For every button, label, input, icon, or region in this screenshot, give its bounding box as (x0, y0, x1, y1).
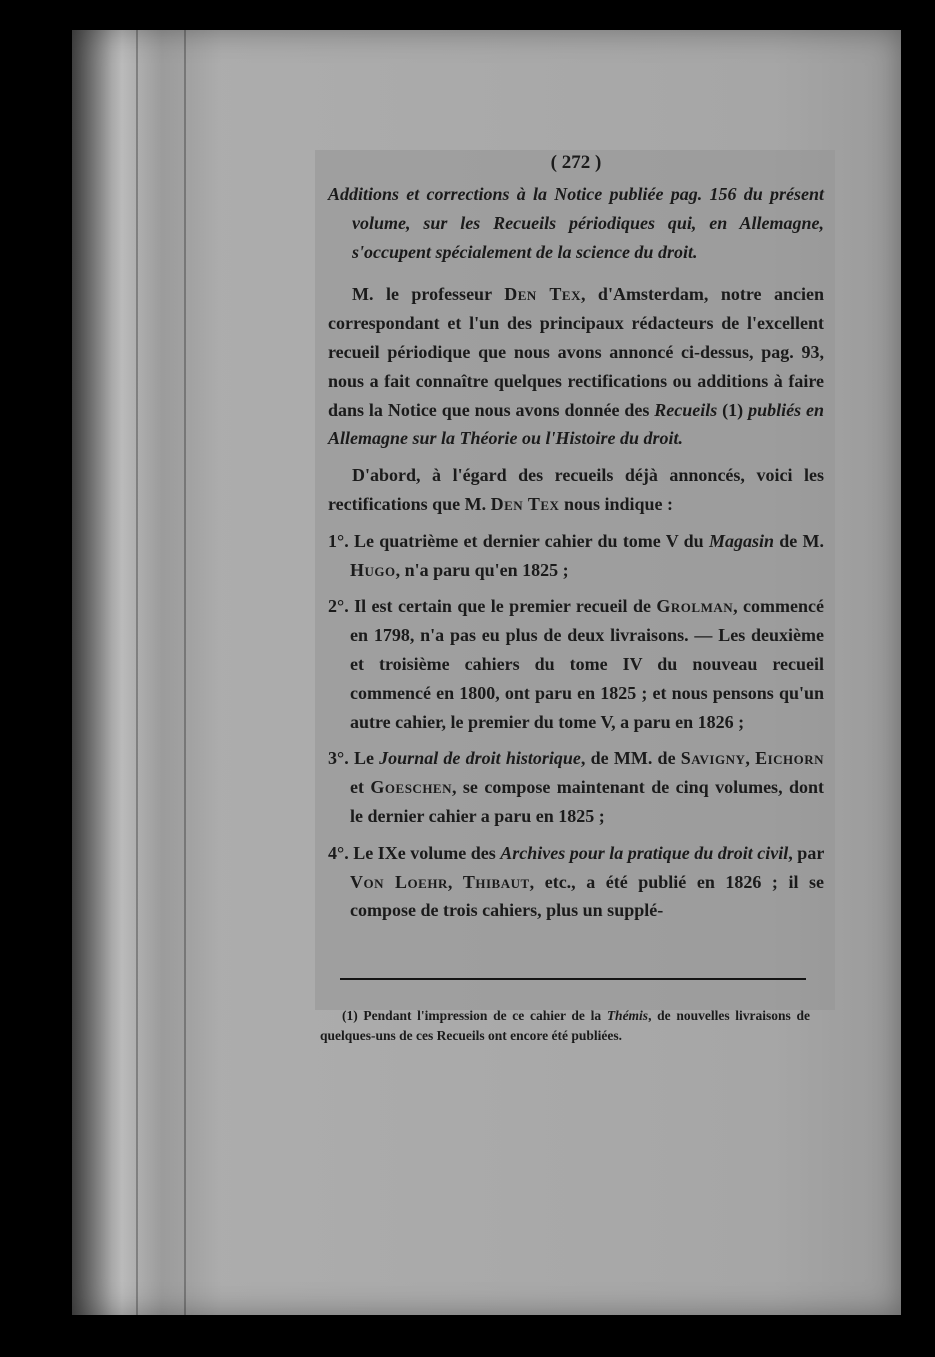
text-run: Le IXe volume des (353, 842, 501, 863)
list-number: 2°. (328, 596, 355, 617)
text-run: D'abord, à l'égard des recueils déjà annoncés, voici les rectifications que M. (328, 465, 824, 514)
list-item (328, 592, 824, 736)
text-run: Recueils (654, 399, 718, 420)
text-run: Journal de droit historique (379, 748, 581, 769)
author-name: Savigny (680, 748, 746, 769)
author-name: Den Tex (504, 284, 581, 305)
page-spine-shadow (72, 30, 222, 1315)
paragraph (328, 461, 824, 519)
author-name: Eichorn (755, 748, 825, 769)
page-body (328, 148, 824, 933)
list-item (328, 744, 824, 830)
text-run: Le quatrième et dernier cahier du tome V du (353, 530, 709, 551)
list-number: 1°. (328, 530, 354, 551)
text-run: , par (788, 842, 824, 863)
text-run: , etc., a été publié en 1826 ; il se compose de trois cahiers, plus un supplé- (350, 871, 824, 921)
page-fold-line (184, 30, 186, 1315)
paragraph (328, 280, 824, 453)
text-run: (1) Pendant l'impression de ce cahier de la (342, 1007, 607, 1023)
text-run: , (447, 871, 463, 892)
section-heading: Additions et corrections à la Notice publiée pag. 156 du présent volume, sur les Recueils périodiques qui, en Allemagne, s'occupent spécialement de la science du droit. (328, 184, 824, 262)
text-run: , d'Amsterdam, notre ancien correspondant et l'un des principaux rédacteurs de l'excellent recueil périodique que nous avons annoncé ci-dessus, pag. 93, nous a fait connaître quelques rectifications ou additions à faire dans la Notice que nous avons donnée des (328, 284, 824, 420)
footnote-rule (340, 978, 806, 980)
text-run: , (745, 748, 756, 769)
author-name: Hugo (350, 559, 396, 580)
list-item (328, 527, 824, 585)
footnote-ref: (1) (717, 399, 749, 420)
text-run: Le (353, 748, 380, 769)
list-item (328, 839, 824, 925)
text-run: Thémis (606, 1007, 649, 1023)
list-number: 4°. (328, 842, 354, 863)
footnote (320, 1006, 810, 1046)
text-run: M. le professeur (352, 284, 505, 305)
list-number: 3°. (328, 748, 354, 769)
text-run: Il est certain que le premier recueil de (354, 596, 657, 617)
page-number: ( 272 ) (550, 152, 602, 173)
text-run: , de MM. de (580, 748, 681, 769)
author-name: Von Loehr (350, 871, 448, 892)
author-name: Goeschen (370, 777, 452, 798)
text-run: nous indique : (559, 493, 674, 514)
text-run: de M. (773, 530, 824, 551)
page-fold-line (136, 30, 138, 1315)
text-run: , commencé en 1798, n'a pas eu plus de deux livraisons. — Les deuxième et troisième cahiers du tome IV du nouveau recueil commencé en 1800, ont paru en 1825 ; et nous pensons qu'un autre cahier, le premier du tome V, a paru en 1826 ; (350, 596, 824, 732)
author-name: Grolman (656, 596, 734, 617)
text-run: , n'a paru qu'en 1825 ; (395, 559, 569, 580)
text-run: et (350, 777, 371, 798)
text-run: , se compose maintenant de cinq volumes, dont le dernier cahier a paru en 1825 ; (350, 777, 825, 826)
text-run: , de nouvelles livraisons de quelques-uns de ces Recueils ont encore été publiées. (320, 1007, 810, 1043)
text-run: Archives pour la pratique du droit civil (500, 842, 789, 863)
text-run: publiés en Allemagne sur la Théorie ou l'Histoire du droit. (328, 399, 824, 449)
text-run: Magasin (708, 530, 774, 551)
author-name: Den Tex (490, 493, 560, 514)
author-name: Thibaut (462, 871, 530, 892)
